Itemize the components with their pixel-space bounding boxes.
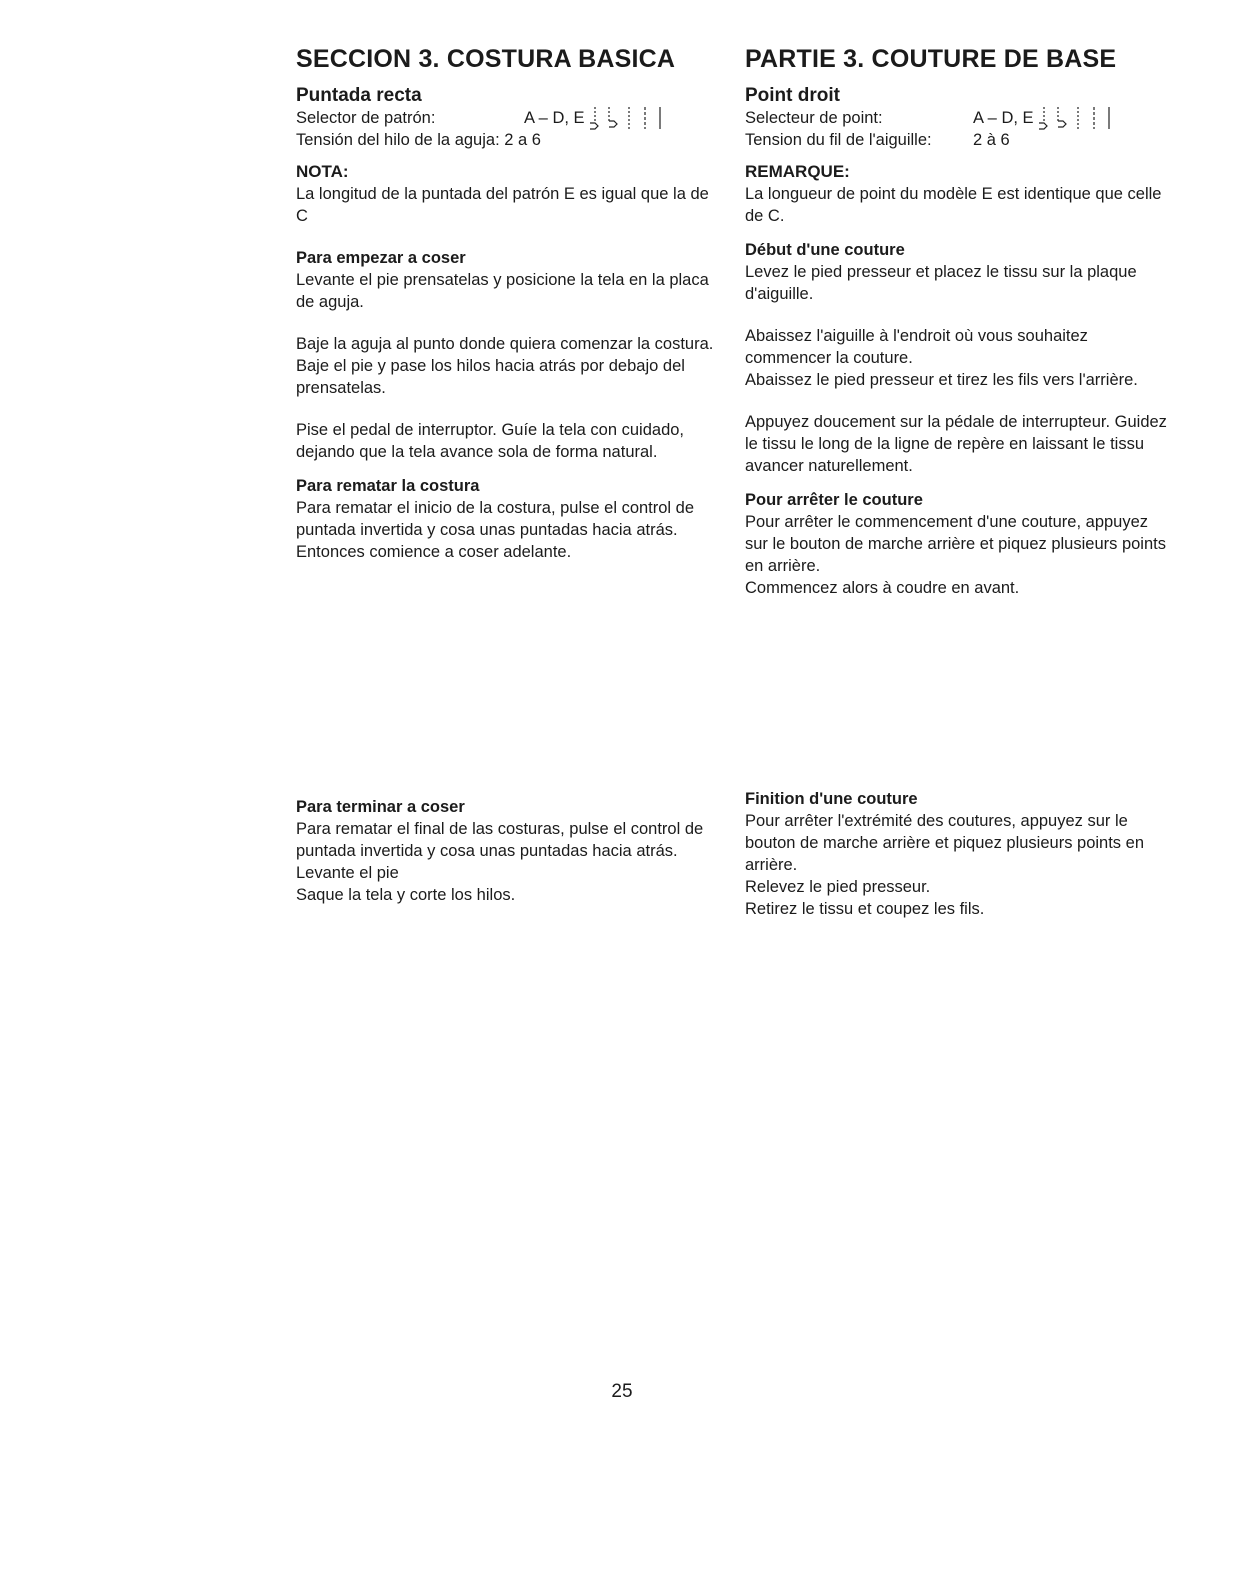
subtitle-es: Puntada recta — [296, 84, 422, 106]
tension-row-fr — [745, 129, 1170, 151]
lock-paragraph-2-fr: Commencez alors à coudre en avant. — [745, 579, 1020, 598]
start-paragraph-2a-fr: Abaissez l'aiguille à l'endroit où vous souhaitez commencer la couture. — [745, 327, 1088, 368]
start-sewing-heading-es: Para empezar a coser — [296, 249, 466, 268]
start-paragraph-2b-es: Baje el pie y pase los hilos hacia atrás por debajo del prensatelas. — [296, 357, 685, 398]
lock-paragraph-2-es: Entonces comience a coser adelante. — [296, 543, 572, 562]
selector-value-fr — [973, 105, 1112, 131]
finish-sewing-section-es — [296, 796, 721, 906]
start-paragraph-3-es: Pise el pedal de interruptor. Guíe la tela con cuidado, dejando que la tela avance sola de forma natural. — [296, 421, 684, 462]
selector-range-es: A – D, E — [524, 108, 585, 127]
finish-paragraph-3-fr: Retirez le tissu et coupez les fils. — [745, 900, 985, 918]
selector-range-fr: A – D, E — [973, 108, 1034, 127]
start-sewing-heading-fr: Début d'une couture — [745, 241, 905, 260]
section-title-es: SECCION 3. COSTURA BASICA — [296, 45, 676, 73]
start-paragraph-3-fr: Appuyez doucement sur la pédale de interrupteur. Guidez le tissu le long de la ligne de repère en laissant le tissu avancer naturellement. — [745, 413, 1167, 476]
lock-paragraph-1-es: Para rematar el inicio de la costura, pulse el control de puntada invertida y cosa unas puntadas hacia atrás. — [296, 499, 695, 540]
selector-label-fr: Selecteur de point: — [745, 108, 883, 127]
tension-line-es: Tensión del hilo de la aguja: 2 a 6 — [296, 131, 541, 150]
finish-sewing-heading-es: Para terminar a coser — [296, 798, 465, 816]
selector-value-es — [524, 105, 663, 131]
stitch-symbols-es — [589, 105, 663, 131]
finish-paragraph-1-fr: Pour arrêter l'extrémité des coutures, appuyez sur le bouton de marche arrière et piquez plusieurs points en arrière. — [745, 812, 1144, 874]
page-number: 25 — [611, 1381, 633, 1402]
start-paragraph-1-fr: Levez le pied presseur et placez le tissu sur la plaque d'aiguille. — [745, 263, 1137, 304]
pattern-selector-row-fr — [745, 107, 1170, 129]
subtitle-fr: Point droit — [745, 84, 840, 106]
finish-sewing-heading-fr: Finition d'une couture — [745, 790, 918, 808]
spanish-column — [296, 46, 721, 563]
tension-value-fr: 2 à 6 — [973, 130, 1010, 149]
straight-stitch-right-icon — [1058, 107, 1066, 127]
finish-paragraph-2-fr: Relevez le pied presseur. — [745, 878, 931, 896]
finish-paragraph-2-es: Levante el pie — [296, 864, 399, 882]
stitch-symbols-fr — [1038, 105, 1112, 131]
pattern-selector-row-es — [296, 107, 721, 129]
french-column — [745, 46, 1170, 599]
start-paragraph-1-es: Levante el pie prensatelas y posicione la tela en la placa de aguja. — [296, 271, 709, 312]
lock-seam-heading-fr: Pour arrêter le couture — [745, 491, 923, 510]
tension-label-fr: Tension du fil de l'aiguille: — [745, 130, 932, 149]
start-paragraph-2b-fr: Abaissez le pied presseur et tirez les fils vers l'arrière. — [745, 371, 1138, 390]
finish-paragraph-1-es: Para rematar el final de las costuras, pulse el control de puntada invertida y cosa unas puntadas hacia atrás. — [296, 820, 704, 860]
selector-label-es: Selector de patrón: — [296, 108, 436, 127]
note-text-fr: La longueur de point du modèle E est identique que celle de C. — [745, 185, 1162, 226]
note-label-es: NOTA: — [296, 162, 349, 182]
note-text-es: La longitud de la puntada del patrón E es igual que la de C — [296, 185, 709, 226]
note-label-fr: REMARQUE: — [745, 162, 850, 182]
finish-sewing-section-fr — [745, 788, 1170, 920]
finish-paragraph-3-es: Saque la tela y corte los hilos. — [296, 886, 516, 904]
straight-stitch-right-icon — [609, 107, 617, 127]
lock-seam-heading-es: Para rematar la costura — [296, 477, 480, 496]
lock-paragraph-1-fr: Pour arrêter le commencement d'une couture, appuyez sur le bouton de marche arrière et piquez plusieurs points en arrière. — [745, 513, 1166, 576]
straight-stitch-left-icon — [590, 107, 598, 129]
straight-stitch-left-icon — [1039, 107, 1047, 129]
start-paragraph-2a-es: Baje la aguja al punto donde quiera comenzar la costura. — [296, 335, 714, 354]
section-title-fr: PARTIE 3. COUTURE DE BASE — [745, 45, 1117, 73]
